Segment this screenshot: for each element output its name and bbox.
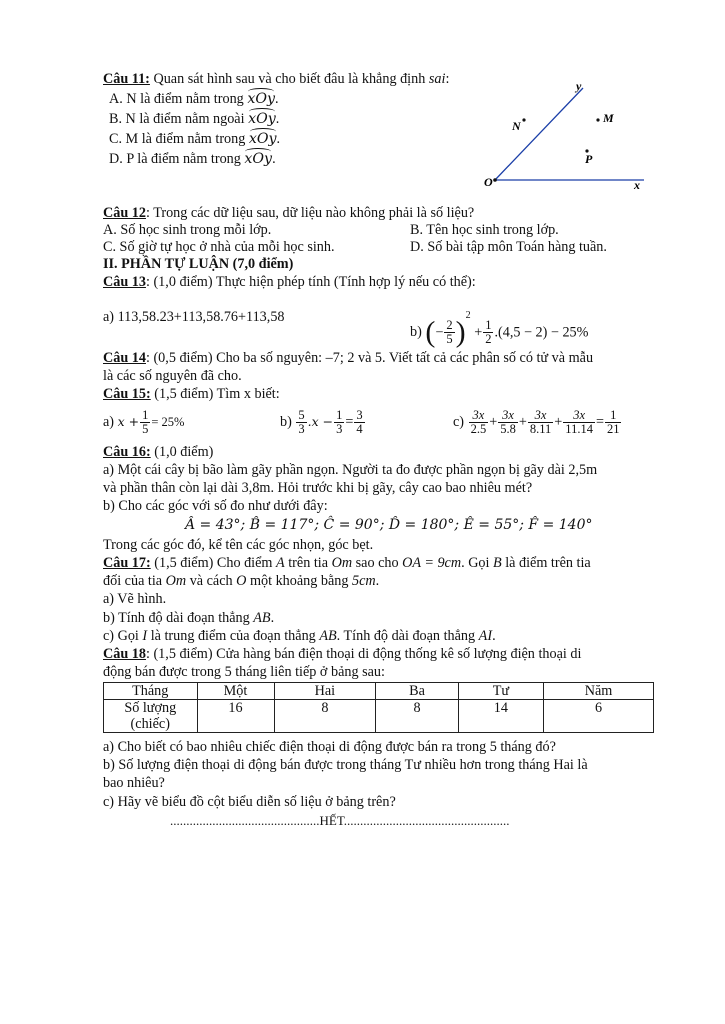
table-cell: 8 xyxy=(274,700,376,733)
point-o xyxy=(493,178,497,182)
q11-option-b xyxy=(109,111,279,128)
frac-num: 1 xyxy=(485,318,492,333)
q15-b-frac2 xyxy=(334,409,344,436)
q15-b-label: b) xyxy=(280,414,292,430)
text: . xyxy=(270,610,275,626)
sales-table xyxy=(103,682,654,733)
table-header-row xyxy=(104,683,654,700)
frac-den: 5 xyxy=(142,422,149,437)
angle-xoy xyxy=(244,151,272,168)
q12-option-c: C. Số giờ tự học ở nhà của mỗi học sinh. xyxy=(103,239,335,255)
point-m xyxy=(596,118,599,121)
q13-heading xyxy=(103,274,476,291)
frac-num: 1 xyxy=(605,409,622,423)
q13-label: Câu 13 xyxy=(103,274,146,290)
option-d-post: . xyxy=(272,151,276,167)
q15-c-term-4 xyxy=(563,409,595,436)
text: một khoảng bằng xyxy=(246,573,353,589)
q15-c-label: c) xyxy=(453,414,465,430)
plus-sign: + xyxy=(489,414,498,430)
q15-label: Câu 15: xyxy=(103,386,151,402)
table-row xyxy=(104,700,654,733)
label-x: x xyxy=(634,178,640,192)
text: (1,5 điểm) Cho điểm xyxy=(150,555,277,571)
angle-xoy xyxy=(249,131,277,148)
q15-heading xyxy=(103,386,280,403)
q13-part-a xyxy=(103,309,285,326)
label-m: M xyxy=(603,111,614,125)
q15-a-label: a) xyxy=(103,414,115,430)
text: và cách xyxy=(186,573,237,589)
q16-a-line2: và phần thân còn lại dài 3,8m. Hỏi trước khi bị gãy, cây cao bao nhiêu mét? xyxy=(103,480,533,496)
q18-c: c) Hãy vẽ biểu đồ cột biểu diễn số liệu ở bảng trên? xyxy=(103,794,396,810)
angle-xoy xyxy=(247,91,275,108)
q15-a-rhs: = 25% xyxy=(151,415,185,429)
q15-part-a xyxy=(103,404,184,440)
q15-c-term-2 xyxy=(498,409,518,436)
q15-c-rhs xyxy=(605,409,622,436)
frac-num: 3x xyxy=(563,409,595,423)
q13-b-half xyxy=(483,319,493,346)
text: là trung điểm của đoạn thẳng xyxy=(147,628,320,644)
q14-text: : (0,5 điểm) Cho ba số nguyên: –7; 2 và 5. Viết tất cả các phân số có tử và mẫu xyxy=(145,350,594,366)
angle-text: xOy xyxy=(248,131,277,147)
q12-option-b: B. Tên học sinh trong lớp. xyxy=(410,222,559,238)
paren-open: ( xyxy=(425,315,436,349)
q15-a-x: x + xyxy=(117,414,140,429)
table-cell: 14 xyxy=(458,700,543,733)
var-om: Om xyxy=(331,555,353,571)
point-n xyxy=(522,118,525,121)
option-b-text: B. N là điểm nằm ngoài xyxy=(109,111,249,127)
part2-title: II. PHẦN TỰ LUẬN (7,0 điểm) xyxy=(103,256,294,272)
q17-line1 xyxy=(103,555,591,572)
text: . Tính độ dài đoạn thẳng xyxy=(336,628,479,644)
frac-den: 5 xyxy=(446,332,453,347)
q11-option-d xyxy=(109,151,276,168)
q17-a: a) Vẽ hình. xyxy=(103,591,167,607)
q13-b-rest: .(4,5 − 2) − 25% xyxy=(494,324,589,341)
var-b: B xyxy=(493,555,502,571)
option-b-post: . xyxy=(275,111,280,127)
var-ab: AB xyxy=(253,610,271,626)
q17-line2 xyxy=(103,573,379,590)
q16-label: Câu 16: xyxy=(103,444,151,460)
table-cell: 6 xyxy=(544,700,654,733)
q11-option-c xyxy=(109,131,280,148)
frac-num: 3x xyxy=(498,409,518,423)
table-cell: 8 xyxy=(376,700,459,733)
label-o: O xyxy=(484,175,493,189)
text: . xyxy=(492,628,496,644)
option-a-post: . xyxy=(274,91,279,107)
frac-den: 2.5 xyxy=(470,422,487,437)
q15-b-mid: .x − xyxy=(307,414,334,429)
q16-angles: Â = 43°; B̂ = 117°; Ĉ = 90°; D̂ = 180°; Ê = 55°; F̂ = 140° xyxy=(185,517,593,533)
q13-b-frac xyxy=(444,319,454,346)
text: trên tia xyxy=(284,555,332,571)
text: sao cho xyxy=(352,555,403,571)
frac-num: 2 xyxy=(446,318,453,333)
angle-text: xOy xyxy=(248,111,276,127)
table-header-cell: Hai xyxy=(274,683,376,700)
text: đối của tia xyxy=(103,573,166,589)
q13-a-label: a) xyxy=(103,309,115,325)
q11-label: Câu 11: xyxy=(103,71,150,87)
q13-b-label: b) xyxy=(410,324,422,340)
frac-den: 21 xyxy=(606,422,620,437)
q16-b-line2: Trong các góc đó, kể tên các góc nhọn, góc bẹt. xyxy=(103,537,374,553)
text: . xyxy=(375,573,380,589)
frac-num: 1 xyxy=(336,408,343,423)
q11-tail: : xyxy=(445,71,450,87)
q13-a-expr: 113,58.23+113,58.76+113,58 xyxy=(117,309,285,325)
q12-option-d: D. Số bài tập môn Toán hàng tuần. xyxy=(410,239,607,255)
frac-num: 5 xyxy=(298,408,305,423)
text: b) Tính độ dài đoạn thẳng xyxy=(103,610,254,626)
q16-text: (1,0 điểm) xyxy=(150,444,214,460)
q11-option-a xyxy=(109,91,279,108)
frac-num: 3 xyxy=(356,408,363,423)
q15-text: (1,5 điểm) Tìm x biết: xyxy=(150,386,280,402)
q17-c xyxy=(103,628,496,645)
var-oa: OA = 9cm xyxy=(402,555,462,571)
paren-close: ) xyxy=(455,315,466,349)
var-ab: AB xyxy=(319,628,337,644)
option-c-text: C. M là điểm nằm trong xyxy=(109,131,249,147)
q15-a-frac xyxy=(140,409,150,436)
frac-den: 8.11 xyxy=(529,422,552,437)
frac-den: 3 xyxy=(298,422,305,437)
q12-text: : Trong các dữ liệu sau, dữ liệu nào không phải là số liệu? xyxy=(145,205,475,221)
q15-part-b xyxy=(280,404,366,440)
q14-line2: là các số nguyên đã cho. xyxy=(103,368,242,384)
angle-xoy xyxy=(248,111,276,128)
option-c-post: . xyxy=(276,131,281,147)
q16-a-line1: a) Một cái cây bị bão làm gãy phần ngọn. Người ta đo được phần ngọn bị gãy dài 2,5m xyxy=(103,462,598,478)
frac-den: 11.14 xyxy=(565,422,593,437)
table-header-cell: Ba xyxy=(376,683,459,700)
table-header-cell: Tháng xyxy=(104,683,198,700)
q18-b-line1: b) Số lượng điện thoại di động bán được trong tháng Tư nhiều hơn trong tháng Hai là xyxy=(103,757,588,773)
q18-b-line2: bao nhiêu? xyxy=(103,775,165,791)
text: là điểm trên tia xyxy=(501,555,591,571)
minus-sign: − xyxy=(435,324,444,341)
text: c) Gọi xyxy=(103,628,143,644)
var-5cm: 5cm xyxy=(352,573,376,589)
q15-c-term-1 xyxy=(469,409,489,436)
end-marker: ..............................................HẾT................................................... xyxy=(170,813,510,828)
q15-b-frac1 xyxy=(296,409,306,436)
q15-c-term-3 xyxy=(528,409,553,436)
table-header-cell: Một xyxy=(197,683,274,700)
var-i: I xyxy=(142,628,148,644)
q14-line1 xyxy=(103,350,593,367)
frac-den: 3 xyxy=(336,422,343,437)
table-cell: 16 xyxy=(197,700,274,733)
exponent: 2 xyxy=(465,310,471,321)
q18-line2: động bán được trong 5 tháng liên tiếp ở bảng sau: xyxy=(103,664,385,680)
plus-sign: + xyxy=(518,414,527,430)
q13-text: : (1,0 điểm) Thực hiện phép tính (Tính hợp lý nếu có thể): xyxy=(145,274,476,290)
q13-part-b xyxy=(410,296,588,353)
plus-sign: + xyxy=(554,414,563,430)
q12-option-a: A. Số học sinh trong mỗi lớp. xyxy=(103,222,272,238)
ray-oy xyxy=(495,88,583,180)
frac-num: 1 xyxy=(142,408,149,423)
equals: = xyxy=(595,414,604,430)
plus-sign: + xyxy=(474,324,483,341)
frac-den: 2 xyxy=(485,332,492,347)
var-om: Om xyxy=(165,573,187,589)
equals: = xyxy=(345,414,354,430)
frac-num: 3x xyxy=(528,409,553,423)
angle-text: xOy xyxy=(247,91,275,107)
table-header-cell: Năm xyxy=(544,683,654,700)
q14-label: Câu 14 xyxy=(103,350,146,366)
label-p: P xyxy=(585,152,593,166)
label-y: y xyxy=(576,79,582,93)
q11-heading xyxy=(103,71,449,88)
table-row-label: Số lượng (chiếc) xyxy=(104,700,198,733)
angle-figure xyxy=(480,74,660,194)
q17-b xyxy=(103,610,274,627)
var-ai: AI xyxy=(478,628,493,644)
q18-line1 xyxy=(103,646,581,663)
angle-text: xOy xyxy=(244,151,273,167)
q17-label: Câu 17: xyxy=(103,555,151,571)
q15-b-frac3 xyxy=(354,409,364,436)
frac-den: 4 xyxy=(356,422,363,437)
q16-heading xyxy=(103,444,213,461)
option-a-text: A. N là điểm nằm trong xyxy=(109,91,248,107)
q12-label: Câu 12 xyxy=(103,205,146,221)
q18-label: Câu 18 xyxy=(103,646,146,662)
q15-part-c xyxy=(453,404,622,440)
q18-text: : (1,5 điểm) Cửa hàng bán điện thoại di động thống kê số lượng điện thoại di xyxy=(145,646,582,662)
q16-b-line1: b) Cho các góc với số đo như dưới đây: xyxy=(103,498,328,514)
frac-num: 3x xyxy=(469,409,489,423)
var-o: O xyxy=(236,573,247,589)
table-header-cell: Tư xyxy=(458,683,543,700)
q18-a: a) Cho biết có bao nhiêu chiếc điện thoại di động được bán ra trong 5 tháng đó? xyxy=(103,739,556,755)
frac-den: 5.8 xyxy=(500,422,516,437)
var-a: A xyxy=(276,555,285,571)
q12-heading xyxy=(103,205,474,222)
q11-text: Quan sát hình sau và cho biết đâu là khẳng định xyxy=(149,71,429,87)
option-d-text: D. P là điểm nằm trong xyxy=(109,151,245,167)
q11-emph: sai xyxy=(428,71,446,87)
text: . Gọi xyxy=(461,555,494,571)
label-n: N xyxy=(512,119,521,133)
